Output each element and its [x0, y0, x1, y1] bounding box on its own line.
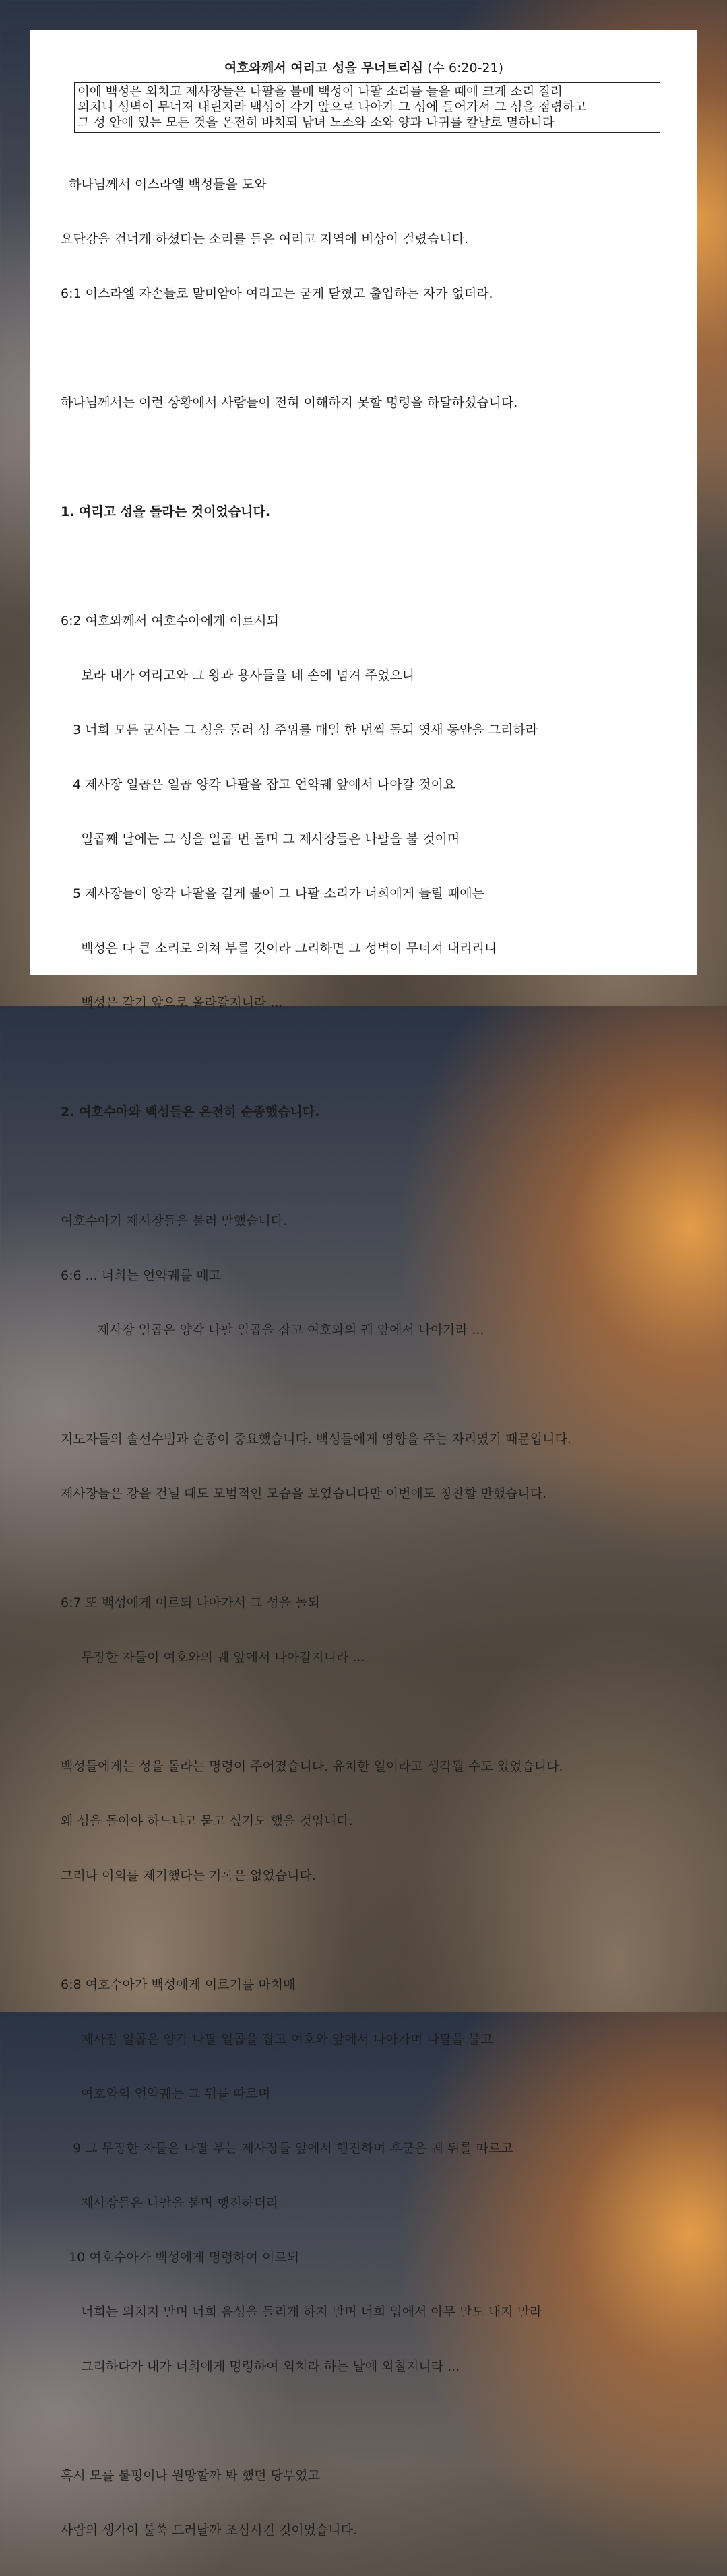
body-line: 그러나 이의를 제기했다는 기록은 없었습니다. — [61, 1868, 316, 1883]
body-line: 그리하다가 내가 너희에게 명령하여 외치라 하는 날에 외칠지니라 ... — [61, 2359, 460, 2374]
body-line — [61, 1703, 697, 1721]
body-line: 사람의 생각이 불쑥 드러날까 조심시킨 것이었습니다. — [61, 2523, 358, 2538]
scripture-line: 외치니 성벽이 무너져 내린지라 백성이 각기 앞으로 나아가 그 성에 들어가서 그 성을 점령하고 — [77, 100, 587, 114]
body-line: 6:2 여호와께서 여호수아에게 이르시되 — [61, 614, 280, 628]
body-line: 6:6 ... 너희는 언약궤를 메고 — [61, 1268, 222, 1283]
body-line: 보라 내가 여리고와 그 왕과 용사들을 네 손에 넘겨 주었으니 — [61, 668, 415, 683]
body-line: 3 너희 모든 군사는 그 성을 둘러 성 주위를 매일 한 번씩 돌되 엿새 동안을 그리하라 — [61, 723, 538, 737]
body-line — [61, 2412, 697, 2431]
body-line: 9 그 무장한 자들은 나팔 부는 제사장들 앞에서 행진하며 후군은 궤 뒤를 따르고 — [61, 2141, 513, 2156]
body-line: 백성은 다 큰 소리로 외쳐 부를 것이라 그리하면 그 성벽이 무너져 내리리니 — [61, 941, 497, 956]
body-text — [61, 139, 697, 2576]
body-line: 일곱째 날에는 그 성을 일곱 번 돌며 그 제사장들은 나팔을 불 것이며 — [61, 832, 460, 847]
body-line: 너희는 외치지 말며 너희 음성을 들리게 하지 말며 너희 입에서 아무 말도 내지 말라 — [61, 2305, 542, 2319]
body-line: 무장한 자들이 여호와의 궤 앞에서 나아갈지니라 ... — [61, 1650, 365, 1665]
body-line: 백성들에게는 성을 돌라는 명령이 주어졌습니다. 유치한 일이라고 생각될 수도 있었습니다. — [61, 1759, 563, 1774]
body-line: 요단강을 건너게 하셨다는 소리를 들은 여리고 지역에 비상이 걸렸습니다. — [61, 232, 468, 246]
body-line — [61, 1049, 697, 1067]
body-line: 5 제사장들이 양각 나팔을 길게 불어 그 나팔 소리가 너희에게 들릴 때에는 — [61, 886, 484, 901]
body-line: 지도자들의 솔선수범과 순종이 중요했습니다. 백성들에게 영향을 주는 자리였기 때문입니다. — [61, 1432, 571, 1447]
body-line: 10 여호수아가 백성에게 명령하여 이르되 — [61, 2250, 300, 2265]
body-line: 6:7 또 백성에게 이르되 나아가서 그 성을 돌되 — [61, 1595, 320, 1610]
scripture-line: 그 성 안에 있는 모든 것을 온전히 바치되 남녀 노소와 소와 양과 나귀를 칼날로 멸하니라 — [77, 116, 555, 130]
body-line: 여호수아가 제사장들을 불러 말했습니다. — [61, 1214, 288, 1228]
body-line: 6:1 이스라엘 자손들로 말미암아 여리고는 굳게 닫혔고 출입하는 자가 없더라. — [61, 286, 493, 301]
page-title — [61, 59, 667, 77]
scripture-box — [74, 82, 660, 133]
body-line — [61, 1921, 697, 1940]
document-page — [30, 30, 697, 2538]
body-line — [61, 1376, 697, 1394]
body-line — [61, 339, 697, 358]
body-line: 하나님께서 이스라엘 백성들을 도와 — [61, 177, 267, 192]
body-line: 제사장들은 나팔을 불며 행진하더라 — [61, 2195, 279, 2210]
body-line: 제사장 일곱은 양각 나팔 일곱을 잡고 여호와 앞에서 나아가며 나팔을 불고 — [61, 2032, 493, 2047]
section-heading-1: 1. 여리고 성을 돌라는 것이었습니다. — [61, 504, 271, 519]
body-line: 여호와의 언약궤는 그 뒤를 따르며 — [61, 2086, 271, 2101]
body-line: 혹시 모를 불평이나 원망할까 봐 했던 당부였고 — [61, 2468, 320, 2483]
body-line — [61, 558, 697, 576]
body-line: 6:8 여호수아가 백성에게 이르기를 마치매 — [61, 1977, 296, 1992]
body-line — [61, 1540, 697, 1558]
body-line: 백성은 각기 앞으로 올라갈지니라 ... — [61, 995, 283, 1010]
body-line: 왜 성을 돌아야 하느냐고 묻고 싶기도 했을 것입니다. — [61, 1814, 353, 1828]
section-heading-2: 2. 여호수아와 백성들은 온전히 순종했습니다. — [61, 1104, 320, 1119]
body-line: 4 제사장 일곱은 일곱 양각 나팔을 잡고 언약궤 앞에서 나아갈 것이요 — [61, 777, 456, 792]
title-reference: (수 6:20-21) — [427, 61, 504, 75]
body-line — [61, 449, 697, 467]
body-line: 제사장 일곱은 양각 나팔 일곱을 잡고 여호와의 궤 앞에서 나아가라 ... — [61, 1323, 484, 1337]
body-line — [61, 1158, 697, 1176]
body-line: 제사장들은 강을 건널 때도 모범적인 모습을 보였습니다만 이번에도 칭찬할 만했습니다. — [61, 1486, 547, 1501]
body-line: 하나님께서는 이런 상황에서 사람들이 전혀 이해하지 못할 명령을 하달하셨습니다. — [61, 395, 518, 410]
title-main: 여호와께서 여리고 성을 무너트리심 — [224, 61, 424, 75]
scripture-line: 이에 백성은 외치고 제사장들은 나팔을 불매 백성이 나팔 소리를 들을 때에 크게 소리 질러 — [77, 85, 563, 99]
